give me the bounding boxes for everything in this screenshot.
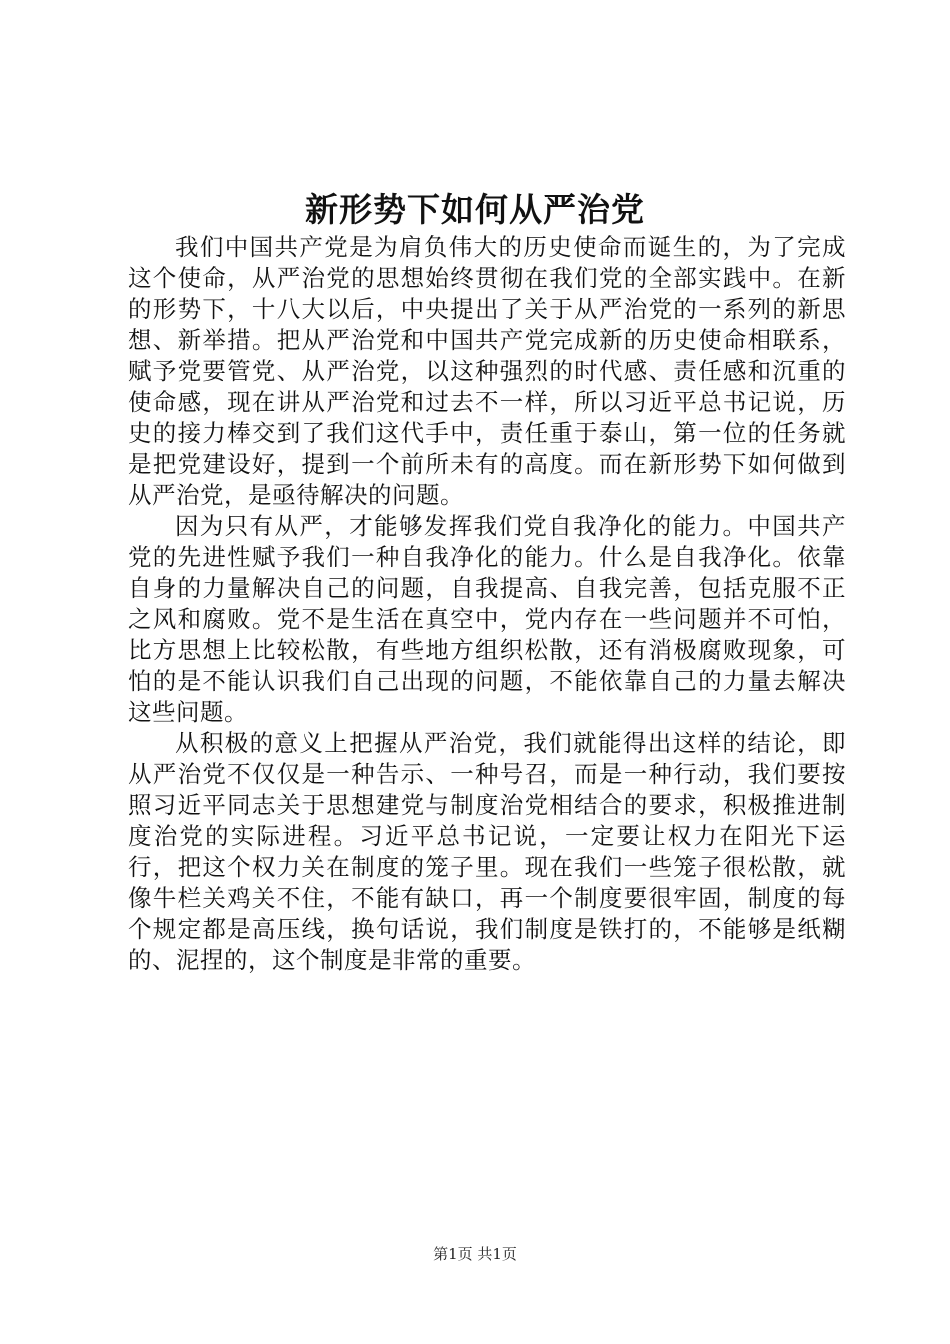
page-footer: 第1页 共1页	[433, 1245, 517, 1263]
paragraph-2: 因为只有从严，才能够发挥我们党自我净化的能力。中国共产党的先进性赋予我们一种自我净化的能力。什么是自我净化。依靠自身的力量解决自己的问题，自我提高、自我完善，包括克服不正之风和腐败。党不是生活在真空中，党内存在一些问题并不可怕，比方思想上比较松散，有些地方组织松散，还有消极腐败现象，可怕的是不能认识我们自己出现的问题，不能依靠自己的力量去解决这些问题。	[128, 512, 846, 726]
document-body	[128, 232, 846, 976]
document-title: 新形势下如何从严治党	[305, 190, 645, 229]
paragraph-1: 我们中国共产党是为肩负伟大的历史使命而诞生的，为了完成这个使命，从严治党的思想始终贯彻在我们党的全部实践中。在新的形势下，十八大以后，中央提出了关于从严治党的一系列的新思想、新举措。把从严治党和中国共产党完成新的历史使命相联系，赋予党要管党、从严治党，以这种强烈的时代感、责任感和沉重的使命感，现在讲从严治党和过去不一样，所以习近平总书记说，历史的接力棒交到了我们这代手中，责任重于泰山，第一位的任务就是把党建设好，提到一个前所未有的高度。而在新形势下如何做到从严治党，是亟待解决的问题。	[128, 233, 846, 509]
paragraph-3: 从积极的意义上把握从严治党，我们就能得出这样的结论，即从严治党不仅仅是一种告示、一种号召，而是一种行动，我们要按照习近平同志关于思想建党与制度治党相结合的要求，积极推进制度治党的实际进程。习近平总书记说，一定要让权力在阳光下运行，把这个权力关在制度的笼子里。现在我们一些笼子很松散，就像牛栏关鸡关不住，不能有缺口，再一个制度要很牢固，制度的每个规定都是高压线，换句话说，我们制度是铁打的，不能够是纸糊的、泥捏的，这个制度是非常的重要。	[128, 729, 846, 974]
